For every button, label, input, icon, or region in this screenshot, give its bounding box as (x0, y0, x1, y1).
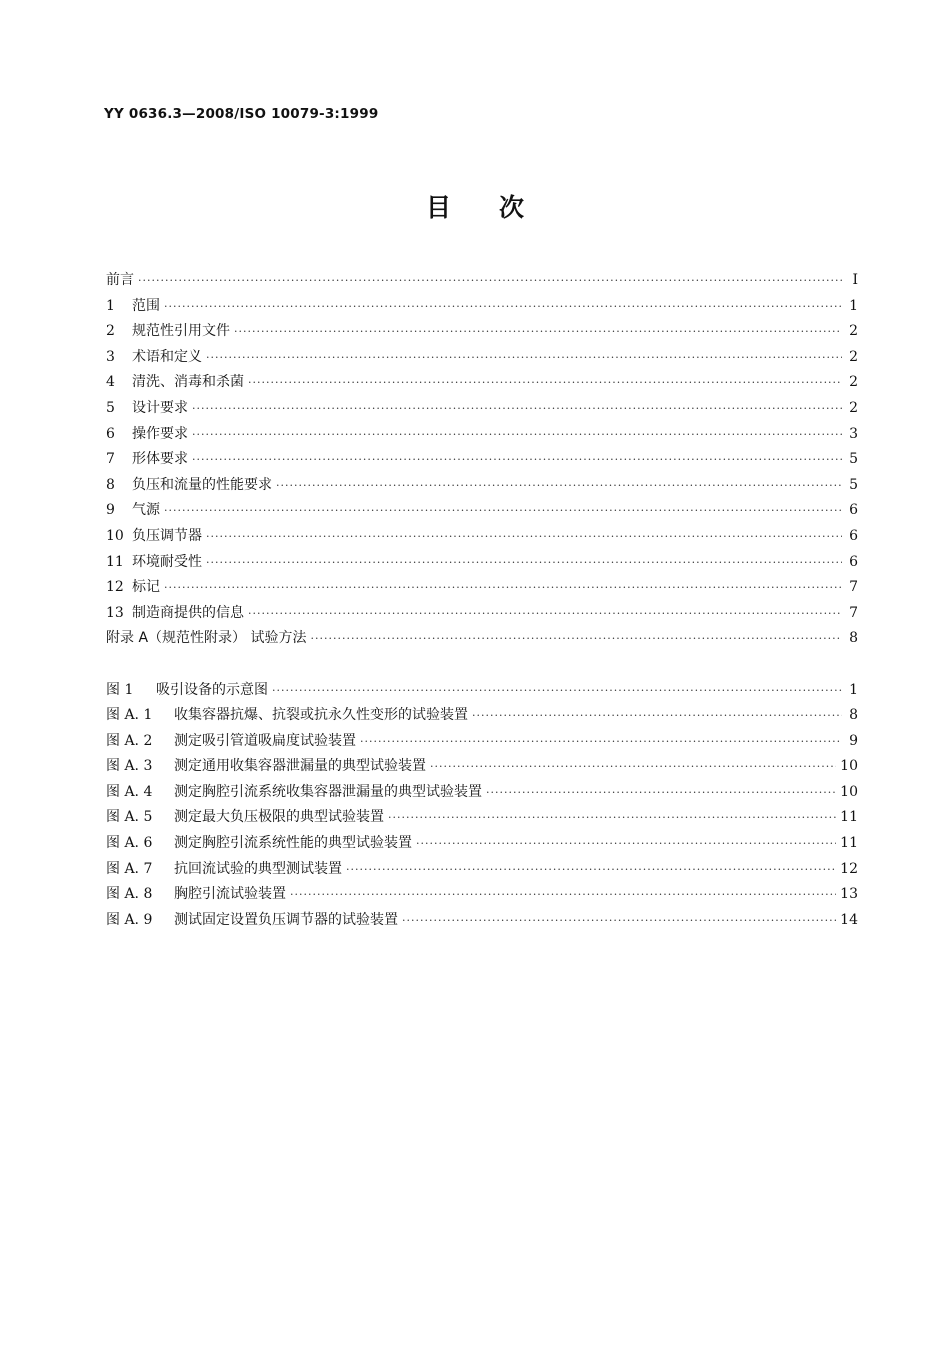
toc-entry-page: 13 (840, 886, 858, 903)
dot-leader (248, 601, 842, 627)
toc-entry-page: I (852, 272, 858, 288)
toc-figure-row[interactable] (106, 729, 858, 755)
dot-leader (486, 780, 836, 806)
toc-entry-page: 7 (849, 604, 858, 621)
toc-entry-label: 制造商提供的信息 (132, 604, 244, 621)
toc-entry-number: 4 (106, 374, 115, 391)
toc-entry-label: 胸腔引流试验装置 (174, 886, 286, 903)
toc-section-row[interactable] (106, 396, 858, 422)
toc-entry-label: 测定通用收集容器泄漏量的典型试验装置 (174, 758, 426, 775)
toc-section-row[interactable] (106, 268, 858, 294)
toc-entry-label: 范围 (132, 297, 160, 314)
toc-entry-label: 收集容器抗爆、抗裂或抗永久性变形的试验装置 (174, 707, 468, 724)
dot-leader (192, 422, 842, 448)
toc-entry-number: 图 A. 8 (106, 886, 153, 903)
toc-entry-page: 2 (849, 323, 858, 340)
toc-entry-label: 测定最大负压极限的典型试验装置 (174, 809, 384, 826)
toc-figures (106, 678, 858, 934)
toc-section-row[interactable] (106, 601, 858, 627)
toc-entry-page: 5 (849, 451, 858, 468)
dot-leader (192, 447, 842, 473)
toc-section-row[interactable] (106, 422, 858, 448)
page-title: 目次 (425, 193, 572, 222)
toc-section-row[interactable] (106, 370, 858, 396)
dot-leader (346, 857, 836, 883)
toc-entry-page: 12 (840, 860, 858, 877)
toc-entry-page: 2 (849, 399, 858, 416)
toc-section-row[interactable] (106, 626, 858, 652)
toc-entry-number: 图 A. 9 (106, 911, 153, 928)
dot-leader (388, 805, 836, 831)
toc-entry-number: 10 (106, 527, 124, 544)
toc-section-row[interactable] (106, 345, 858, 371)
toc-entry-page: 1 (849, 297, 858, 314)
toc-entry-page: 5 (849, 476, 858, 493)
toc-entry-number: 图 A. 6 (106, 835, 153, 852)
toc-entry-number: 9 (106, 502, 115, 519)
toc-section-row[interactable] (106, 473, 858, 499)
dot-leader (248, 370, 842, 396)
toc-entry-page: 14 (840, 911, 858, 928)
dot-leader (402, 908, 836, 934)
toc-figure-row[interactable] (106, 882, 858, 908)
toc-entry-page: 3 (849, 425, 858, 442)
toc-entry-label: 测定吸引管道吸扁度试验装置 (174, 732, 356, 749)
toc-entry-page: 2 (849, 374, 858, 391)
dot-leader (206, 345, 842, 371)
toc-entry-number: 图 1 (106, 681, 134, 698)
toc-entry-page: 11 (840, 809, 858, 826)
toc-section-row[interactable] (106, 550, 858, 576)
toc-figure-row[interactable] (106, 805, 858, 831)
toc-entry-number: 6 (106, 425, 115, 442)
dot-leader (276, 473, 842, 499)
toc-entry-label: 设计要求 (132, 399, 188, 416)
toc-entry-number: 图 A. 5 (106, 809, 153, 826)
dot-leader (164, 498, 842, 524)
toc-entry-label: 规范性引用文件 (132, 323, 230, 340)
toc-entry-number: 图 A. 7 (106, 860, 153, 877)
toc-entry-number: 5 (106, 399, 115, 416)
dot-leader (472, 703, 842, 729)
toc-entry-label: 测定胸腔引流系统收集容器泄漏量的典型试验装置 (174, 783, 482, 800)
toc-entry-label: 术语和定义 (132, 348, 202, 365)
toc-entry-page: 7 (849, 579, 858, 596)
dot-leader (164, 294, 842, 320)
toc-entry-number: 图 A. 4 (106, 783, 153, 800)
toc-section-row[interactable] (106, 498, 858, 524)
toc-entry-number: 13 (106, 604, 124, 621)
toc-entry-number: 2 (106, 323, 115, 340)
toc-entry-label: 负压和流量的性能要求 (132, 476, 272, 493)
toc-spacer (106, 652, 858, 678)
toc-entry-number: 图 A. 3 (106, 758, 153, 775)
dot-leader (416, 831, 836, 857)
dot-leader (430, 754, 836, 780)
toc-figure-row[interactable] (106, 780, 858, 806)
toc-sections (106, 268, 858, 652)
dot-leader (234, 319, 842, 345)
toc-entry-label: 测定胸腔引流系统性能的典型试验装置 (174, 835, 412, 852)
dot-leader (310, 626, 842, 652)
toc-entry-page: 10 (840, 758, 858, 775)
toc-entry-page: 10 (840, 783, 858, 800)
standard-number: YY 0636.3—2008/ISO 10079-3:1999 (104, 106, 379, 122)
table-of-contents (106, 268, 858, 933)
toc-entry-number: 8 (106, 476, 115, 493)
toc-entry-number: 7 (106, 451, 115, 468)
toc-figure-row[interactable] (106, 678, 858, 704)
toc-entry-label: 吸引设备的示意图 (156, 681, 268, 698)
toc-entry-page: 11 (840, 835, 858, 852)
toc-entry-label: 标记 (132, 579, 160, 596)
toc-entry-label: 前言 (106, 272, 134, 288)
toc-figure-row[interactable] (106, 831, 858, 857)
toc-entry-label: 清洗、消毒和杀菌 (132, 374, 244, 391)
toc-entry-page: 6 (849, 553, 858, 570)
toc-entry-number: 图 A. 1 (106, 707, 153, 724)
dot-leader (290, 882, 836, 908)
toc-entry-label: 抗回流试验的典型测试装置 (174, 860, 342, 877)
toc-entry-label: 负压调节器 (132, 527, 202, 544)
toc-entry-page: 9 (849, 732, 858, 749)
toc-entry-page: 8 (849, 630, 858, 647)
toc-entry-page: 8 (849, 707, 858, 724)
dot-leader (206, 550, 842, 576)
dot-leader (206, 524, 842, 550)
toc-section-row[interactable] (106, 319, 858, 345)
toc-entry-number: 12 (106, 579, 124, 596)
dot-leader (138, 268, 842, 294)
toc-figure-row[interactable] (106, 754, 858, 780)
dot-leader (272, 678, 842, 704)
toc-section-row[interactable] (106, 294, 858, 320)
toc-entry-label: 环境耐受性 (132, 553, 202, 570)
toc-entry-page: 2 (849, 348, 858, 365)
toc-section-row[interactable] (106, 575, 858, 601)
dot-leader (192, 396, 842, 422)
dot-leader (164, 575, 842, 601)
dot-leader (360, 729, 842, 755)
toc-section-row[interactable] (106, 447, 858, 473)
toc-entry-page: 1 (849, 681, 858, 698)
toc-entry-number: 3 (106, 348, 115, 365)
toc-entry-label: 操作要求 (132, 425, 188, 442)
toc-entry-page: 6 (849, 502, 858, 519)
toc-entry-number: 1 (106, 297, 115, 314)
toc-entry-number: 11 (106, 553, 124, 570)
toc-entry-label: 气源 (132, 502, 160, 519)
toc-figure-row[interactable] (106, 857, 858, 883)
toc-entry-number: 图 A. 2 (106, 732, 153, 749)
toc-figure-row[interactable] (106, 908, 858, 934)
toc-figure-row[interactable] (106, 703, 858, 729)
toc-entry-page: 6 (849, 527, 858, 544)
toc-section-row[interactable] (106, 524, 858, 550)
toc-entry-label: 附录 A（规范性附录） 试验方法 (106, 630, 307, 647)
toc-entry-label: 测试固定设置负压调节器的试验装置 (174, 911, 398, 928)
toc-entry-label: 形体要求 (132, 451, 188, 468)
